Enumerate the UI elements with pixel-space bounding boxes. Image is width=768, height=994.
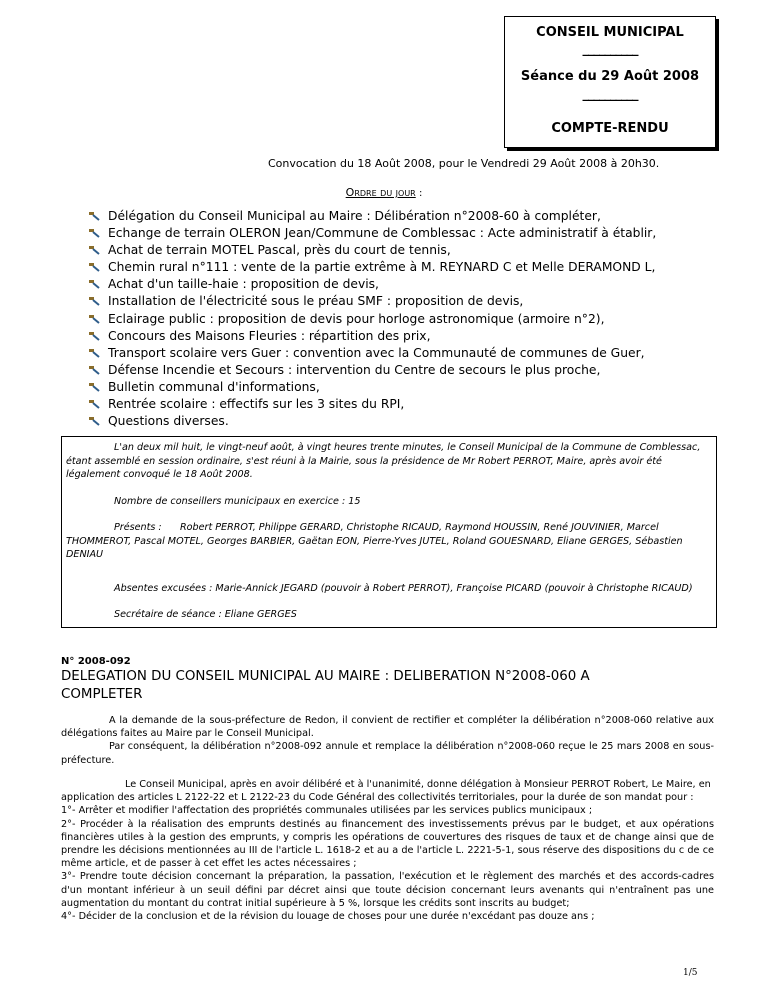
council-title: CONSEIL MUNICIPAL (536, 25, 684, 40)
hammer-icon (88, 314, 100, 324)
secretary: Secrétaire de séance : Eliane GERGES (114, 609, 297, 620)
present-names: Robert PERROT, Philippe GERARD, Christophe RICAUD, Raymond HOUSSIN, René JOUVINIER, Marcel THOMMEROT, Pascal MOTEL, Georges BARBIER, Gaëtan EON, Pierre-Yves JUTEL, Roland GOUESNARD, Eliane GERGES, Sébastien DENIAU (66, 522, 683, 560)
agenda-item: Concours des Maisons Fleuries : répartition des prix, (88, 328, 656, 345)
report-title: COMPTE-RENDU (551, 121, 669, 136)
agenda-item: Eclairage public : proposition de devis pour horloge astronomique (armoire n°2), (88, 311, 656, 328)
agenda-heading (0, 186, 768, 199)
header-rule: __________ (582, 42, 638, 57)
agenda-list (88, 208, 656, 430)
delegation-item: 2°- Procéder à la réalisation des emprunts destinés au financement des investissements prévus par le budget, et aux opérations financières utiles à la gestion des emprunts, y compris les opérations de couvertures des risques de taux et de change ainsi que de prendre les décisions mentionnées au III de l'article L. 1618-2 et au a de l'article L. 2221-5-1, sous réserve des dispositions du c de ce même article, et de passer à cet effet les actes nécessaires ; (61, 818, 714, 870)
agenda-title: Ordre du jour (345, 186, 416, 199)
present-list (62, 521, 716, 562)
hammer-icon (88, 211, 100, 221)
agenda-item: Achat d'un taille-haie : proposition de devis, (88, 276, 656, 293)
deliberation-title: DELEGATION DU CONSEIL MUNICIPAL AU MAIRE : DELIBERATION N°2008-060 A COMPLETER (61, 669, 590, 702)
delegation-item: 1°- Arrêter et modifier l'affectation des propriétés communales utilisées par les services publics municipaux ; (61, 805, 593, 817)
agenda-item: Délégation du Conseil Municipal au Maire : Délibération n°2008-60 à compléter, (88, 208, 656, 225)
paragraph: Par conséquent, la délibération n°2008-092 annule et remplace la délibération n°2008-060 reçue le 25 mars 2008 en sous-préfecture. (61, 741, 714, 766)
hammer-icon (88, 382, 100, 392)
agenda-item: Rentrée scolaire : effectifs sur les 3 sites du RPI, (88, 396, 656, 413)
agenda-item: Chemin rural n°111 : vente de la partie extrême à M. REYNARD C et Melle DERAMOND L, (88, 259, 656, 276)
header-rule: __________ (582, 87, 638, 102)
convocation-line: Convocation du 18 Août 2008, pour le Vendredi 29 Août 2008 à 20h30. (268, 157, 660, 170)
agenda-item: Echange de terrain OLERON Jean/Commune de Comblessac : Acte administratif à établir, (88, 225, 656, 242)
hammer-icon (88, 331, 100, 341)
agenda-item: Bulletin communal d'informations, (88, 379, 656, 396)
session-date: Séance du 29 Août 2008 (520, 69, 700, 84)
session-box (61, 436, 717, 628)
hammer-icon (88, 228, 100, 238)
hammer-icon (88, 365, 100, 375)
agenda-item: Défense Incendie et Secours : intervention du Centre de secours le plus proche, (88, 362, 656, 379)
deliberation-body (61, 778, 714, 923)
session-intro: L'an deux mil huit, le vingt-neuf août, à vingt heures trente minutes, le Conseil Municipal de la Commune de Comblessac, étant assemblé en session ordinaire, s'est réuni à la Mairie, sous la présidence de Mr Robert PERROT, Maire, après avoir été légalement convoqué le 18 Août 2008. (66, 442, 701, 480)
header-box (504, 16, 716, 148)
agenda-item: Achat de terrain MOTEL Pascal, près du court de tennis, (88, 242, 656, 259)
paragraph: A la demande de la sous-préfecture de Redon, il convient de rectifier et compléter la délibération n°2008-060 relative aux délégations faites au Maire par le Conseil Municipal. (61, 715, 714, 740)
absent-list: Absentes excusées : Marie-Annick JEGARD (pouvoir à Robert PERROT), Françoise PICARD (pouvoir à Christophe RICAUD) (114, 582, 693, 594)
deliberation-number: N° 2008-092 (61, 656, 131, 667)
hammer-icon (88, 279, 100, 289)
hammer-icon (88, 348, 100, 358)
agenda-item: Transport scolaire vers Guer : convention avec la Communauté de communes de Guer, (88, 345, 656, 362)
delegation-item: 3°- Prendre toute décision concernant la préparation, la passation, l'exécution et le règlement des marchés et des accords-cadres d'un montant inférieur à un seuil défini par décret ainsi que toute décision concernant leurs avenants qui n'entraînent pas une augmentation du montant du contrat initial supérieure à 5 %, lorsque les crédits sont inscrits au budget; (61, 871, 714, 909)
agenda-item: Questions diverses. (88, 413, 656, 430)
hammer-icon (88, 399, 100, 409)
paragraph: Le Conseil Municipal, après en avoir délibéré et à l'unanimité, donne délégation à Monsieur PERROT Robert, Le Maire, en application des articles L 2122-22 et L 2122-23 du Code Général des collectivités territoriales, pour la durée de son mandat pour : (61, 779, 711, 804)
councillor-count: Nombre de conseillers municipaux en exercice : 15 (114, 495, 361, 507)
agenda-item: Installation de l'électricité sous le préau SMF : proposition de devis, (88, 293, 656, 310)
hammer-icon (88, 296, 100, 306)
delegation-item: 4°- Décider de la conclusion et de la révision du louage de choses pour une durée n'excédant pas douze ans ; (61, 911, 595, 923)
hammer-icon (88, 416, 100, 426)
hammer-icon (88, 262, 100, 272)
hammer-icon (88, 245, 100, 255)
agenda-colon: : (418, 188, 423, 199)
present-label: Présents : (114, 522, 162, 533)
page-number: 1/5 (683, 968, 698, 978)
deliberation-preamble (61, 714, 714, 767)
